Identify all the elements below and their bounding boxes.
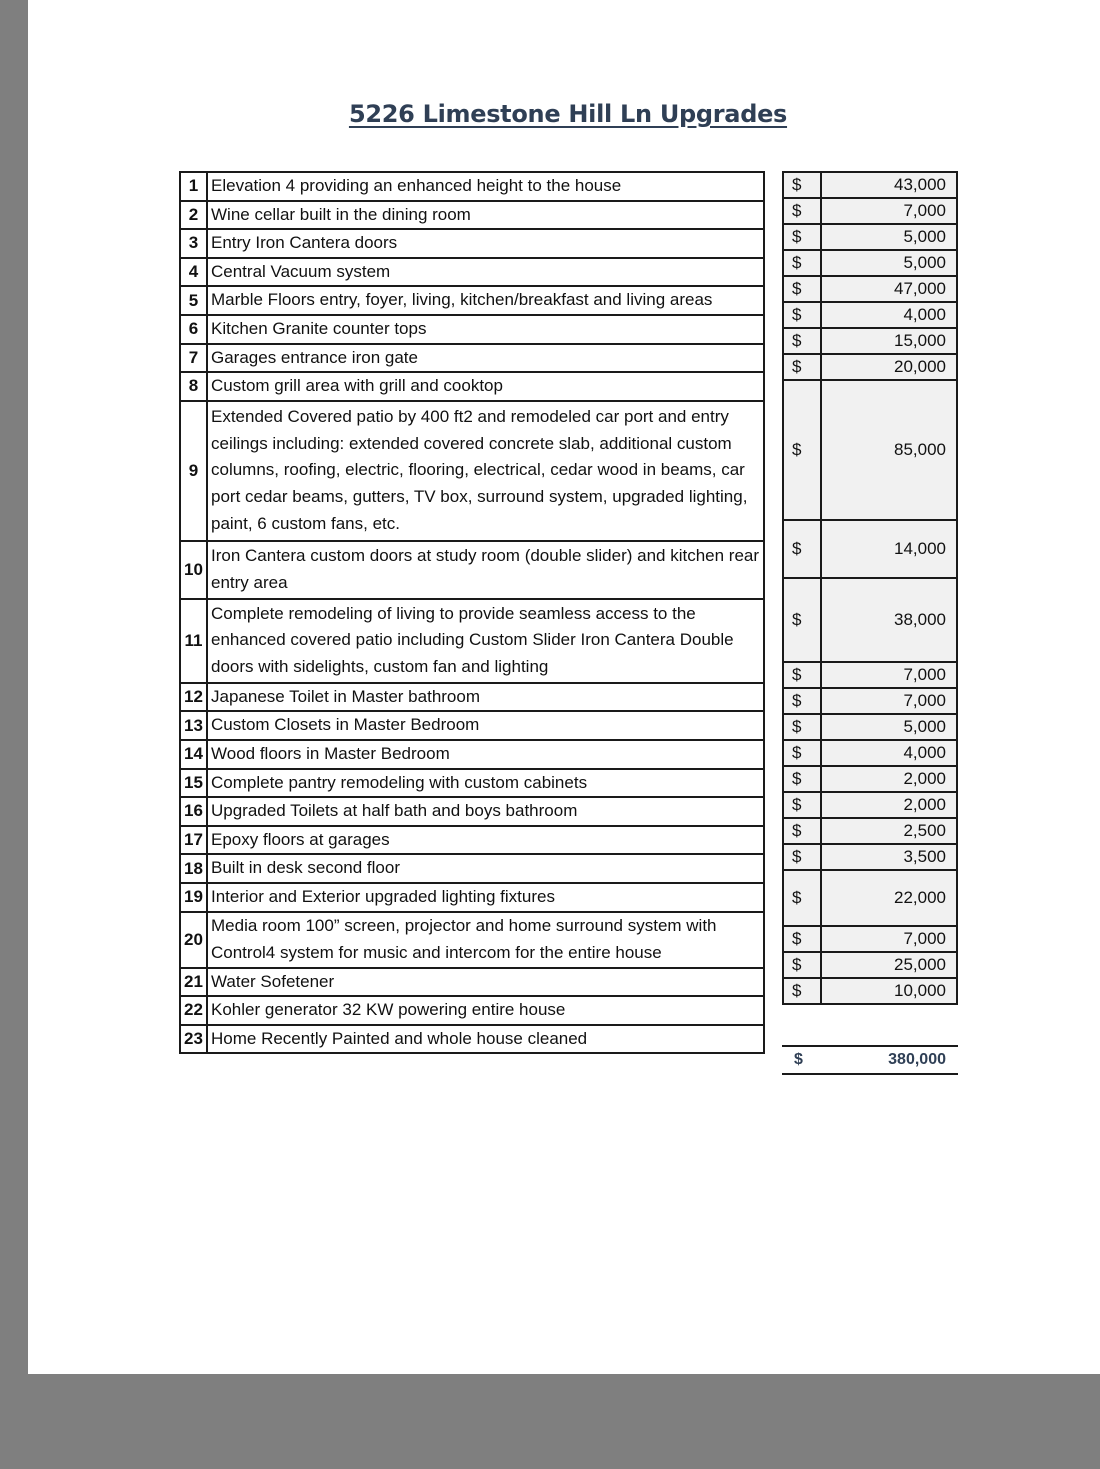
currency-symbol: $ — [783, 172, 821, 198]
item-number: 8 — [180, 372, 207, 401]
item-number: 16 — [180, 797, 207, 826]
item-number: 12 — [180, 683, 207, 712]
item-description: Custom grill area with grill and cooktop — [207, 372, 764, 401]
table-row — [180, 315, 764, 344]
amount-row — [783, 740, 957, 766]
item-description: Japanese Toilet in Master bathroom — [207, 683, 764, 712]
item-number: 10 — [180, 541, 207, 599]
amount-row — [783, 662, 957, 688]
currency-symbol: $ — [783, 714, 821, 740]
item-amount: 4,000 — [821, 740, 957, 766]
amount-row — [783, 766, 957, 792]
item-amount: 5,000 — [821, 224, 957, 250]
currency-symbol: $ — [783, 978, 821, 1004]
item-number: 22 — [180, 996, 207, 1025]
item-number: 14 — [180, 740, 207, 769]
item-amount: 20,000 — [821, 354, 957, 380]
item-amount: 5,000 — [821, 250, 957, 276]
amount-row — [783, 380, 957, 520]
amount-row — [783, 792, 957, 818]
item-number: 7 — [180, 344, 207, 373]
upgrades-amount-table — [782, 171, 958, 1005]
currency-symbol: $ — [783, 520, 821, 578]
currency-symbol: $ — [783, 870, 821, 926]
item-number: 2 — [180, 201, 207, 230]
item-description: Kitchen Granite counter tops — [207, 315, 764, 344]
amount-row — [783, 978, 957, 1004]
item-description: Central Vacuum system — [207, 258, 764, 287]
amount-row — [783, 926, 957, 952]
currency-symbol: $ — [783, 792, 821, 818]
item-number: 11 — [180, 599, 207, 683]
amount-row — [783, 714, 957, 740]
amount-row — [783, 276, 957, 302]
table-row — [180, 229, 764, 258]
item-description: Elevation 4 providing an enhanced height to the house — [207, 172, 764, 201]
table-row — [180, 854, 764, 883]
item-number: 3 — [180, 229, 207, 258]
currency-symbol: $ — [783, 578, 821, 662]
table-row — [180, 401, 764, 541]
item-number: 19 — [180, 883, 207, 912]
table-row — [180, 541, 764, 599]
table-row — [180, 344, 764, 373]
table-row — [180, 172, 764, 201]
item-amount: 2,500 — [821, 818, 957, 844]
table-row — [180, 599, 764, 683]
item-amount: 7,000 — [821, 198, 957, 224]
item-amount: 47,000 — [821, 276, 957, 302]
table-row — [180, 286, 764, 315]
item-amount: 7,000 — [821, 926, 957, 952]
item-amount: 38,000 — [821, 578, 957, 662]
item-amount: 2,000 — [821, 766, 957, 792]
currency-symbol: $ — [783, 302, 821, 328]
item-description: Iron Cantera custom doors at study room (double slider) and kitchen rear entry area — [207, 541, 764, 599]
item-amount: 2,000 — [821, 792, 957, 818]
page-title: 5226 Limestone Hill Ln Upgrades — [348, 100, 788, 128]
total-currency: $ — [794, 1051, 803, 1068]
item-description: Kohler generator 32 KW powering entire house — [207, 996, 764, 1025]
currency-symbol: $ — [783, 354, 821, 380]
item-amount: 43,000 — [821, 172, 957, 198]
currency-symbol: $ — [783, 250, 821, 276]
amount-row — [783, 172, 957, 198]
item-number: 6 — [180, 315, 207, 344]
item-amount: 25,000 — [821, 952, 957, 978]
item-description: Home Recently Painted and whole house cleaned — [207, 1025, 764, 1054]
item-amount: 85,000 — [821, 380, 957, 520]
amount-row — [783, 844, 957, 870]
item-amount: 7,000 — [821, 688, 957, 714]
item-description: Wine cellar built in the dining room — [207, 201, 764, 230]
table-row — [180, 683, 764, 712]
item-description: Garages entrance iron gate — [207, 344, 764, 373]
item-number: 20 — [180, 912, 207, 968]
item-description: Interior and Exterior upgraded lighting fixtures — [207, 883, 764, 912]
currency-symbol: $ — [783, 926, 821, 952]
table-row — [180, 912, 764, 968]
currency-symbol: $ — [783, 380, 821, 520]
amount-row — [783, 302, 957, 328]
currency-symbol: $ — [783, 662, 821, 688]
table-row — [180, 740, 764, 769]
item-description: Media room 100” screen, projector and home surround system with Control4 system for music and intercom for the entire house — [207, 912, 764, 968]
table-row — [180, 826, 764, 855]
item-description: Upgraded Toilets at half bath and boys bathroom — [207, 797, 764, 826]
item-amount: 5,000 — [821, 714, 957, 740]
currency-symbol: $ — [783, 952, 821, 978]
upgrades-description-table — [179, 171, 765, 1054]
item-amount: 15,000 — [821, 328, 957, 354]
item-description: Water Sofetener — [207, 968, 764, 997]
amount-row — [783, 354, 957, 380]
item-number: 9 — [180, 401, 207, 541]
table-row — [180, 1025, 764, 1054]
table-row — [180, 372, 764, 401]
item-amount: 10,000 — [821, 978, 957, 1004]
item-number: 13 — [180, 711, 207, 740]
total-row — [782, 1045, 958, 1075]
amount-row — [783, 224, 957, 250]
table-row — [180, 201, 764, 230]
table-row — [180, 797, 764, 826]
total-amount: 380,000 — [888, 1051, 946, 1068]
item-number: 5 — [180, 286, 207, 315]
table-row — [180, 996, 764, 1025]
table-row — [180, 968, 764, 997]
item-number: 18 — [180, 854, 207, 883]
amount-row — [783, 250, 957, 276]
item-amount: 3,500 — [821, 844, 957, 870]
item-number: 17 — [180, 826, 207, 855]
item-amount: 7,000 — [821, 662, 957, 688]
amount-row — [783, 578, 957, 662]
currency-symbol: $ — [783, 844, 821, 870]
item-description: Entry Iron Cantera doors — [207, 229, 764, 258]
table-row — [180, 883, 764, 912]
item-amount: 22,000 — [821, 870, 957, 926]
currency-symbol: $ — [783, 198, 821, 224]
item-amount: 4,000 — [821, 302, 957, 328]
item-number: 1 — [180, 172, 207, 201]
item-description: Complete pantry remodeling with custom cabinets — [207, 769, 764, 798]
amount-row — [783, 328, 957, 354]
item-description: Built in desk second floor — [207, 854, 764, 883]
item-description: Marble Floors entry, foyer, living, kitchen/breakfast and living areas — [207, 286, 764, 315]
currency-symbol: $ — [783, 818, 821, 844]
item-amount: 14,000 — [821, 520, 957, 578]
item-number: 21 — [180, 968, 207, 997]
currency-symbol: $ — [783, 740, 821, 766]
item-number: 23 — [180, 1025, 207, 1054]
item-description: Wood floors in Master Bedroom — [207, 740, 764, 769]
amount-row — [783, 870, 957, 926]
table-row — [180, 258, 764, 287]
amount-row — [783, 198, 957, 224]
item-description: Extended Covered patio by 400 ft2 and remodeled car port and entry ceilings including: extended covered concrete slab, additional custom columns, roofing, electric, flooring, electrical, cedar wood in beams, car port cedar beams, gutters, TV box, surround system, upgraded lighting, paint, 6 custom fans, etc. — [207, 401, 764, 541]
currency-symbol: $ — [783, 224, 821, 250]
item-number: 4 — [180, 258, 207, 287]
amount-row — [783, 818, 957, 844]
currency-symbol: $ — [783, 328, 821, 354]
currency-symbol: $ — [783, 276, 821, 302]
item-description: Complete remodeling of living to provide seamless access to the enhanced covered patio including Custom Slider Iron Cantera Double doors with sidelights, custom fan and lighting — [207, 599, 764, 683]
amount-row — [783, 952, 957, 978]
table-row — [180, 769, 764, 798]
table-row — [180, 711, 764, 740]
item-number: 15 — [180, 769, 207, 798]
amount-row — [783, 520, 957, 578]
currency-symbol: $ — [783, 688, 821, 714]
item-description: Epoxy floors at garages — [207, 826, 764, 855]
amount-row — [783, 688, 957, 714]
currency-symbol: $ — [783, 766, 821, 792]
item-description: Custom Closets in Master Bedroom — [207, 711, 764, 740]
